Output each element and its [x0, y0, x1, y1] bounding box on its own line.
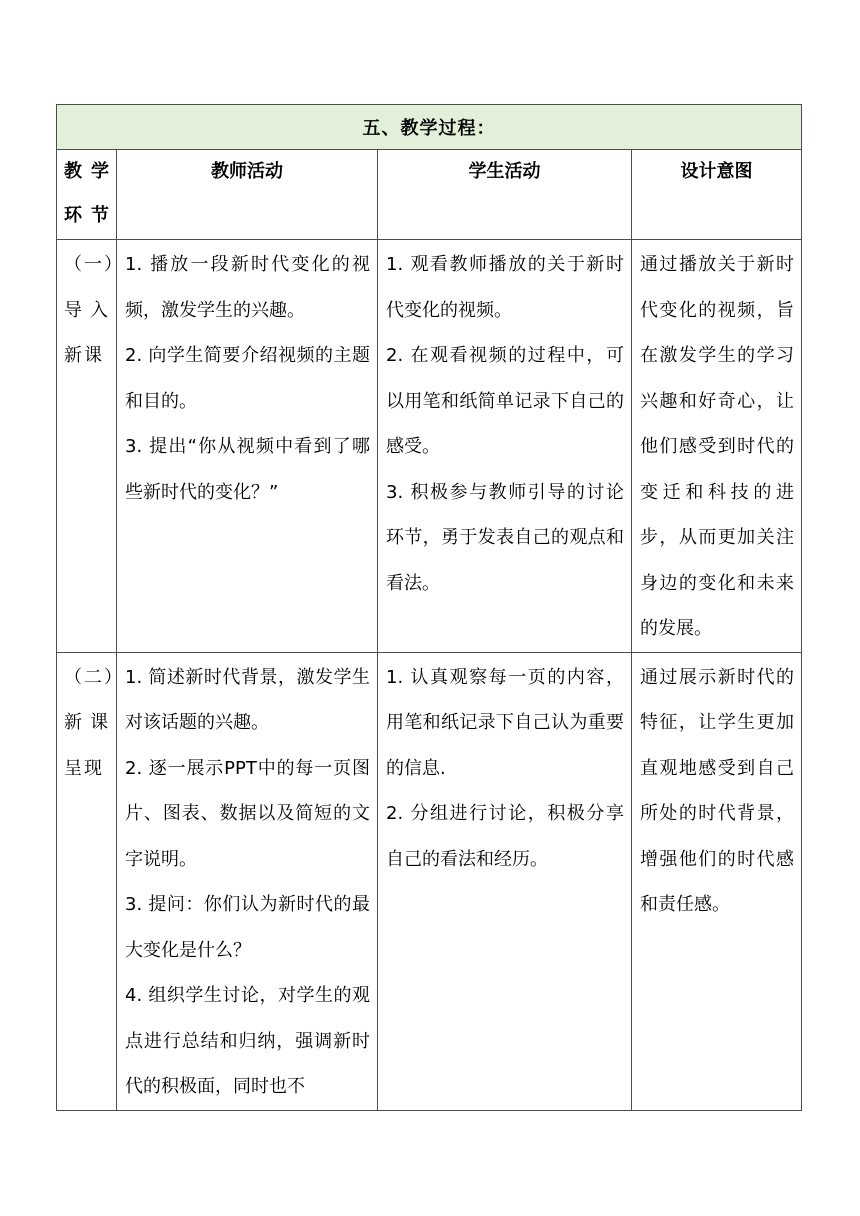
teacher-activity-item: 4. 组织学生讨论，对学生的观点进行总结和归纳，强调新时代的积极面，同时也不 — [125, 985, 370, 1097]
student-activity-item: 3. 积极参与教师引导的讨论环节，勇于发表自己的观点和看法。 — [386, 481, 624, 594]
teacher-activity-item: 1. 简述新时代背景，激发学生对该话题的兴趣。 — [125, 666, 370, 733]
teacher-activity-item: 2. 向学生简要介绍视频的主题和目的。 — [125, 345, 370, 412]
section-title: 五、教学过程： — [57, 105, 802, 150]
table-row — [57, 240, 802, 653]
design-intent-cell — [632, 652, 802, 1110]
phase-label: （一）导入新课 — [64, 254, 124, 366]
design-intent-text: 通过播放关于新时代变化的视频，旨在激发学生的学习兴趣和好奇心，让他们感受到时代的变迁和科技的进步，从而更加关注身边的变化和未来的发展。 — [640, 254, 794, 639]
student-activity-item: 2. 在观看视频的过程中，可以用笔和纸简单记录下自己的感受。 — [386, 345, 624, 457]
design-intent-text: 通过展示新时代的特征，让学生更加直观地感受到自己所处的时代背景，增强他们的时代感和责任感。 — [640, 666, 794, 915]
student-activity-cell — [378, 240, 632, 653]
header-student: 学生活动 — [378, 150, 632, 240]
teacher-activity-item: 3. 提问：你们认为新时代的最大变化是什么？ — [125, 894, 370, 961]
teacher-activity-item: 2. 逐一展示PPT中的每一页图片、图表、数据以及简短的文字说明。 — [125, 757, 370, 870]
phase-cell — [57, 652, 124, 1110]
student-activity-cell — [378, 652, 632, 1110]
phase-cell — [57, 240, 124, 653]
student-activity-item: 1. 观看教师播放的关于新时代变化的视频。 — [386, 254, 624, 321]
teacher-activity-cell — [117, 240, 378, 653]
student-activity-item: 1. 认真观察每一页的内容，用笔和纸记录下自己认为重要的信息. — [386, 666, 624, 779]
teacher-activity-item: 3. 提出“你从视频中看到了哪些新时代的变化？” — [125, 436, 370, 503]
design-intent-cell — [632, 240, 802, 653]
header-teacher: 教师活动 — [117, 150, 378, 240]
teacher-activity-item: 1. 播放一段新时代变化的视频，激发学生的兴趣。 — [125, 254, 370, 321]
student-activity-item: 2. 分组进行讨论，积极分享自己的看法和经历。 — [386, 803, 624, 870]
table-row — [57, 652, 802, 1110]
header-phase: 教学环节 — [57, 150, 117, 240]
teaching-process-table — [56, 104, 802, 1111]
teacher-activity-cell — [117, 652, 378, 1110]
phase-label: （二）新课呈现 — [64, 666, 124, 779]
header-intent: 设计意图 — [632, 150, 802, 240]
